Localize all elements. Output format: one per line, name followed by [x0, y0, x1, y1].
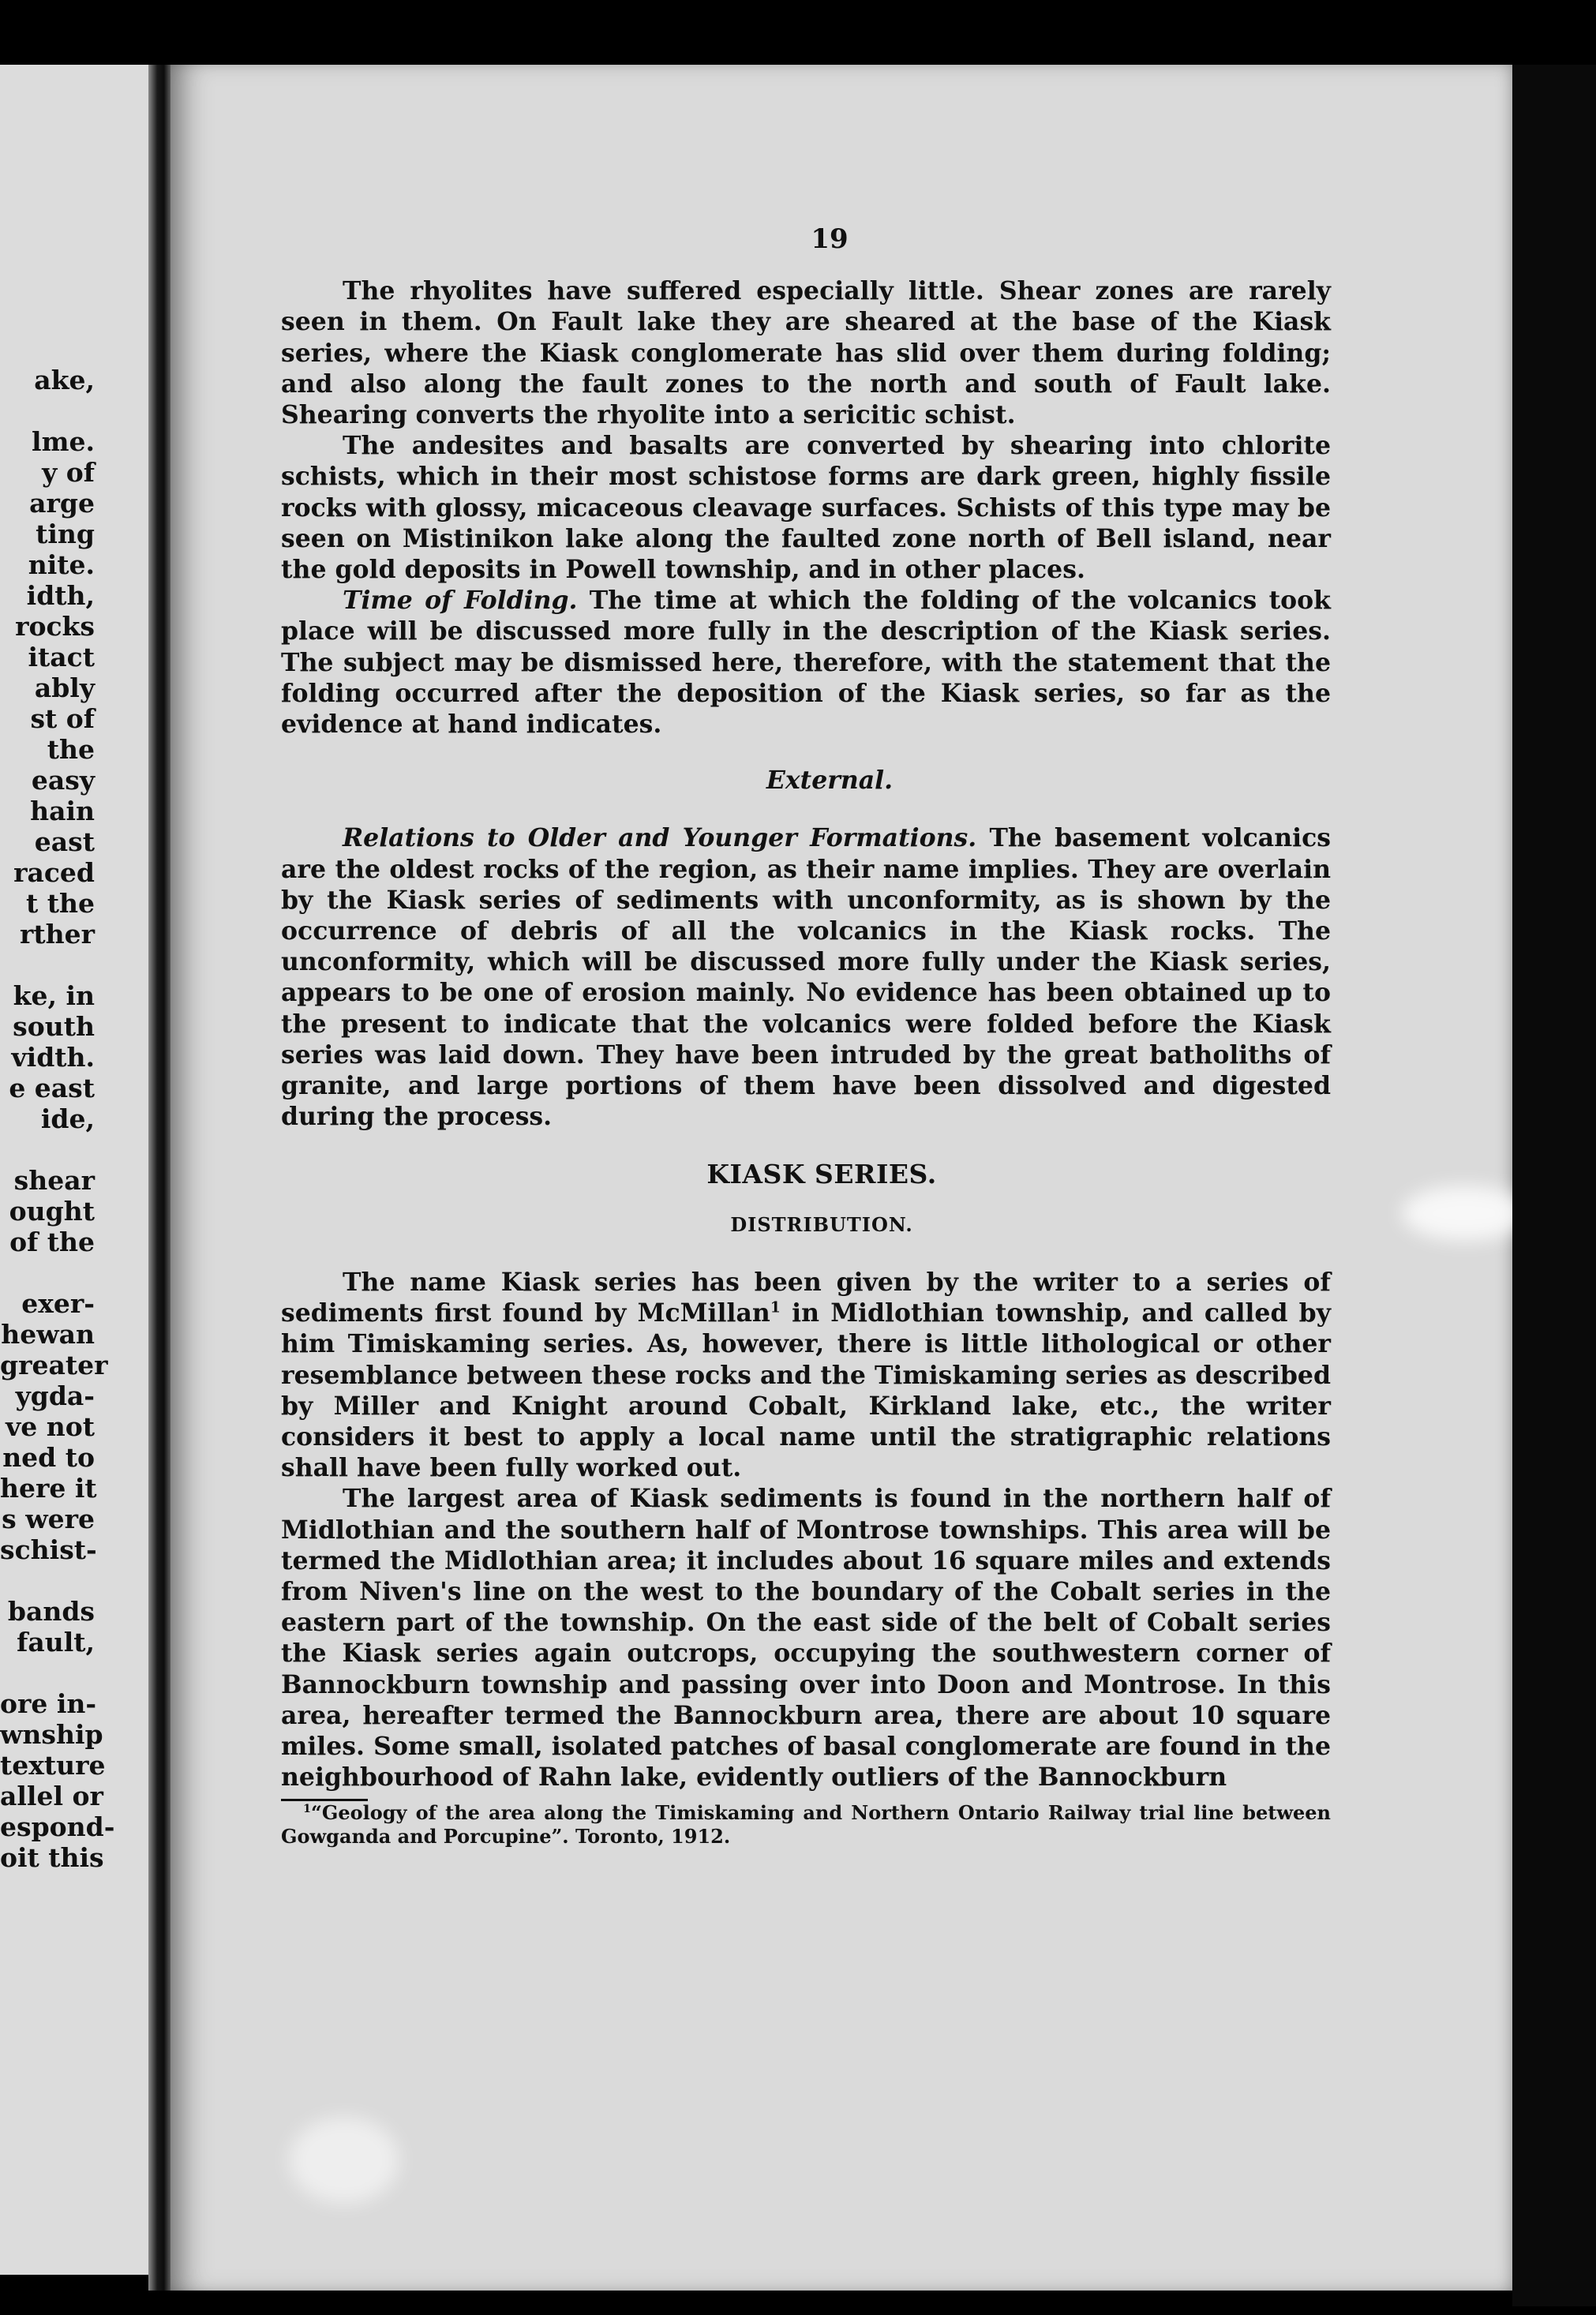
left-fragment-line: itact: [28, 642, 95, 672]
left-fragment-line: allel or: [0, 1781, 103, 1811]
paper-tear: [1402, 1186, 1528, 1241]
page-content: [281, 224, 1331, 1849]
folding-text: The time at which the folding of the volcanics took place will be discussed more fully in the description of the Kiask series. The subject may be dismissed here, therefore, with the statement that the folding occurred after the deposition of the Kiask series, so far as the evidence at hand indicates.: [281, 586, 1331, 740]
footnote-marker: 1: [303, 1802, 312, 1816]
paragraph-time-of-folding: [281, 585, 1331, 740]
left-fragment-line: [0, 395, 95, 426]
section-title: KIASK SERIES.: [706, 1159, 937, 1190]
left-fragment-line: [0, 1658, 95, 1688]
left-fragment-line: east: [34, 826, 95, 857]
left-fragment-line: schist-: [0, 1534, 97, 1565]
paragraph-kiask-areas: The largest area of Kiask sediments is found in the northern half of Midlothian and the southern half of Montrose townships. This area will be termed the Midlothian area; it includes about 16 square miles and extends from Niven's line on the west to the boundary of the Cobalt series in the eastern part of the township. On the east side of the belt of Cobalt series the Kiask series again outcrops, occupying the southwestern corner of Bannockburn township and passing over into Doon and Montrose. In this area, hereafter termed the Bannockburn area, there are about 10 square miles. Some small, isolated patches of basal conglomerate are found in the neighbourhood of Rahn lake, evidently outliers of the Bannockburn: [281, 1484, 1331, 1792]
footnote-ref: 1: [770, 1298, 781, 1317]
paragraph-rhyolites: The rhyolites have suffered especially little. Shear zones are rarely seen in them. On Fault lake they are sheared at the base of the Kiask series, where the Kiask conglomerate has slid over them during folding; and also along the fault zones to the north and south of Fault lake. Shearing converts the rhyolite into a sericitic schist.: [281, 276, 1331, 430]
left-fragment-line: [0, 950, 95, 980]
left-fragment-line: rther: [19, 919, 95, 950]
left-fragment-line: the: [47, 734, 95, 765]
left-fragment-line: espond-: [0, 1811, 115, 1842]
left-fragment-line: south: [13, 1011, 95, 1042]
subsection-title: DISTRIBUTION.: [730, 1212, 913, 1236]
left-fragment-line: ting: [36, 519, 95, 549]
left-fragment-line: bands: [7, 1596, 95, 1627]
page-number: 19: [811, 223, 849, 255]
left-fragment-line: rocks: [15, 611, 95, 642]
left-fragment-line: here it: [0, 1473, 97, 1504]
left-fragment-line: ore in-: [0, 1688, 97, 1719]
left-fragment-line: texture: [0, 1750, 106, 1781]
paragraph-andesites: The andesites and basalts are converted by shearing into chlorite schists, which in their most schistose forms are dark green, highly fissile rocks with glossy, micaceous cleavage surfaces. Schists of this type may be seen on Mistinikon lake along the faulted zone north of Bell island, near the gold deposits in Powell township, and in other places.: [281, 431, 1331, 585]
external-heading: External.: [766, 766, 894, 796]
paragraph-kiask-name: [281, 1267, 1331, 1483]
left-fragment-line: vidth.: [11, 1042, 95, 1073]
left-fragment-line: [0, 1257, 95, 1288]
left-fragment-line: ide,: [40, 1103, 95, 1134]
left-fragment-line: raced: [13, 857, 95, 888]
left-fragment-line: y of: [42, 457, 95, 488]
left-fragment-line: t the: [26, 888, 95, 919]
left-fragment-line: of the: [9, 1227, 95, 1257]
left-fragment-line: oit this: [0, 1842, 104, 1873]
left-fragment-line: exer-: [21, 1288, 95, 1319]
left-fragment-line: [0, 1134, 95, 1165]
right-scan-edge: [1512, 65, 1596, 2306]
left-fragment-line: greater: [0, 1350, 108, 1380]
relations-lead: Relations to Older and Younger Formations.: [343, 823, 977, 853]
left-fragment-line: hewan: [1, 1319, 95, 1350]
left-fragment-line: ke, in: [13, 980, 95, 1011]
footnote: [281, 1801, 1331, 1849]
left-fragment-line: hain: [30, 796, 95, 826]
left-fragment-line: [0, 1565, 95, 1596]
left-fragment-line: s were: [2, 1504, 95, 1534]
relations-text: The basement volcanics are the oldest rocks of the region, as their name implies. They are overlain by the Kiask series of sediments with unconformity, as is shown by the occurrence of debris of all the volcanics in the Kiask rocks. The unconformity, which will be discussed more fully under the Kiask series, appears to be one of erosion mainly. No evidence has been obtained up to the present to indicate that the volcanics were folded before the Kiask series was laid down. They have been intruded by the great batholiths of granite, and large portions of them have been dissolved and digested during the process.: [281, 823, 1331, 1132]
left-fragment-line: nite.: [28, 549, 95, 580]
left-fragment-line: ygda-: [15, 1380, 95, 1411]
kiask-para1-before: The name Kiask series has been given by the writer to a series of sediments first found by McMillan: [281, 1267, 1331, 1328]
left-fragment-line: ably: [34, 672, 95, 703]
paragraph-relations: [281, 822, 1331, 1132]
left-fragment-line: arge: [29, 488, 95, 519]
left-fragment-line: e east: [9, 1073, 95, 1103]
left-fragment-line: lme.: [32, 426, 95, 457]
left-fragment-line: idth,: [26, 580, 95, 611]
paper-smudge: [289, 2117, 399, 2204]
left-fragment-line: ned to: [2, 1442, 95, 1473]
left-fragment-line: shear: [13, 1165, 95, 1196]
left-fragment-line: ought: [9, 1196, 95, 1227]
kiask-para1-after: in Midlothian township, and called by him Timiskaming series. As, however, there is little lithological or other resemblance between these rocks and the Timiskaming series as described by Miller and Knight around Cobalt, Kirkland lake, etc., the writer considers it best to apply a local name until the stratigraphic relations shall have been fully worked out.: [281, 1298, 1331, 1483]
folding-lead: Time of Folding.: [343, 586, 578, 616]
left-facing-page: [0, 65, 148, 2275]
left-fragment-line: wnship: [0, 1719, 103, 1750]
left-fragment-line: fault,: [17, 1627, 95, 1658]
left-page-text-fragments: [0, 365, 115, 1873]
book-gutter: [148, 65, 170, 2291]
footnote-text: “Geology of the area along the Timiskaming and Northern Ontario Railway trial line between Gowganda and Porcupine”. Toronto, 1912.: [281, 1801, 1331, 1849]
left-fragment-line: easy: [31, 765, 95, 796]
left-fragment-line: ake,: [34, 365, 95, 395]
left-fragment-line: ve not: [6, 1411, 95, 1442]
left-fragment-line: st of: [30, 703, 95, 734]
